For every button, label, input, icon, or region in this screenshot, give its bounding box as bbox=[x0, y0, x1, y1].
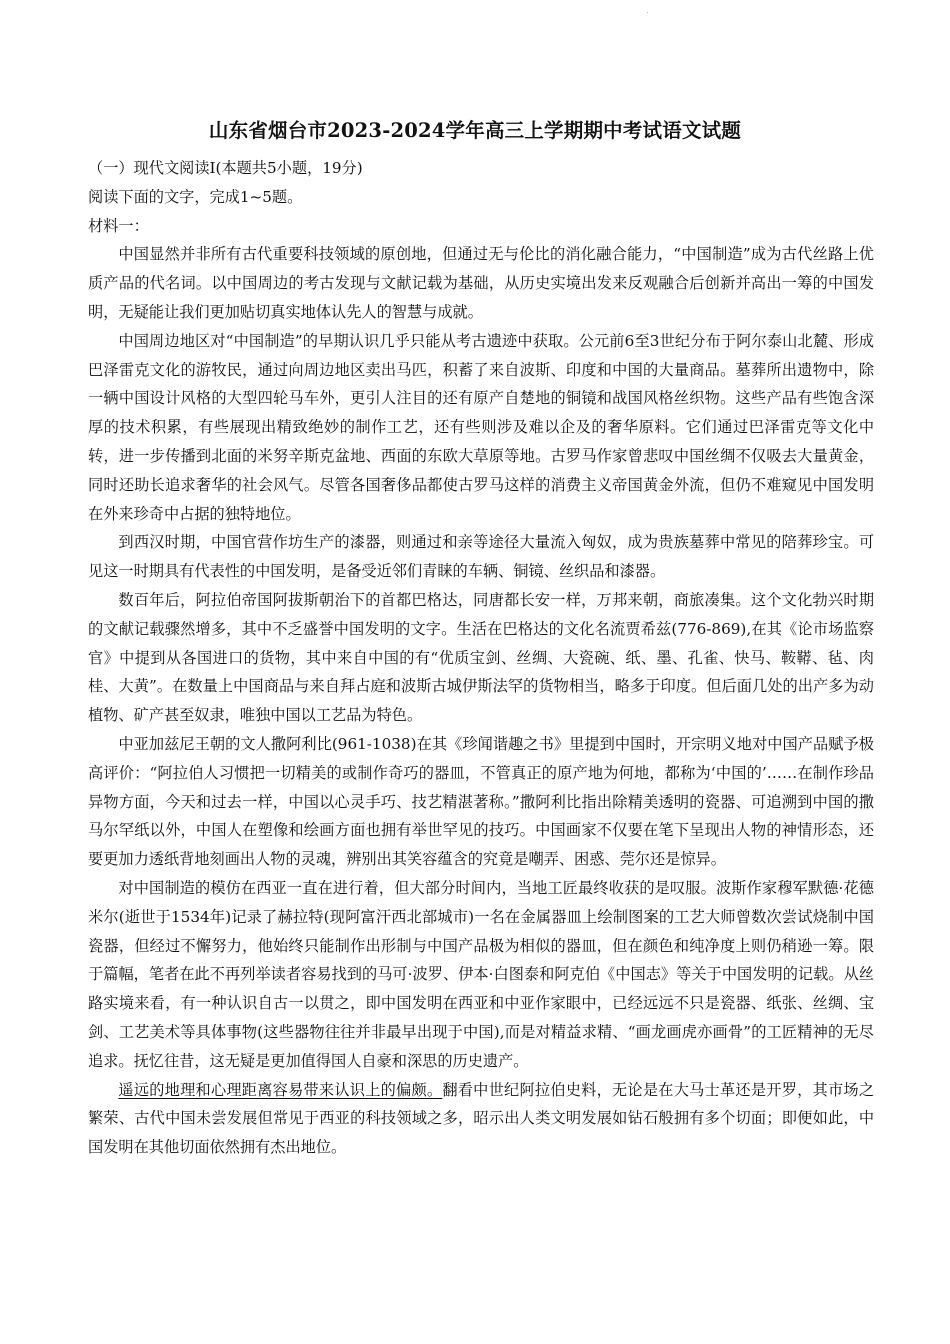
paragraph-2: 中国周边地区对“中国制造”的早期认识几乎只能从考古遗迹中获取。公元前6至3世纪分布于阿尔泰山北麓、形成巴泽雷克文化的游牧民，通过向周边地区卖出马匹，积蓄了来自波斯、印度和中国的大量商品。墓葬所出遗物中，除一辆中国设计风格的大型四轮马车外，更引人注目的还有原产自楚地的铜镜和战国风格丝织物。这些产品有些饱含深厚的技术积累，有些展现出精致绝妙的制作工艺，还有些则涉及难以企及的奢华原料。它们通过巴泽雷克等文化中转，进一步传播到北面的米努辛斯克盆地、西面的东欧大草原等地。古罗马作家曾悲叹中国丝绸不仅吸去大量黄金，同时还助长追求奢华的社会风气。尽管各国奢侈品都使古罗马这样的消费主义帝国黄金外流，但仍不难窥见中国发明在外来珍奇中占据的独特地位。 bbox=[88, 331, 874, 523]
section-heading: （一）现代文阅读Ⅰ(本题共5小题，19分) bbox=[88, 159, 363, 177]
paragraph-7-rest: 翻看中世纪阿拉伯史料，无论是在大马士革还是开罗，其市场之繁荣、古代中国未尝发展但常见于西亚的科技领域之多，昭示出人类文明发展如钻石般拥有多个切面；即便如此，中国发明在其他切面依然拥有杰出地位。 bbox=[88, 1080, 875, 1157]
paragraph-7 bbox=[88, 1076, 874, 1162]
material-label: 材料一： bbox=[88, 216, 149, 235]
paragraph-6: 对中国制造的模仿在西亚一直在进行着，但大部分时间内，当地工匠最终收获的是叹服。波斯作家穆军默德·花德米尔(逝世于1534年)记录了赫拉特(现阿富汗西北部城市)一名在金属器皿上绘制图案的工艺大师曾数次尝试烧制中国瓷器，但经过不懈努力，他始终只能制作出形制与中国产品极为相似的器皿，但在颜色和纯净度上则仍稍逊一筹。限于篇幅，笔者在此不再列举读者容易找到的马可·波罗、伊本·白图泰和阿克伯《中国志》等关于中国发明的记载。从丝路实境来看，有一种认识自古一以贯之，即中国发明在西亚和中亚作家眼中，已经远远不只是瓷器、纸张、丝绸、宝剑、工艺美术等具体事物(这些器物往往并非最早出现于中国),而是对精益求精、“画龙画虎亦画骨”的工匠精神的无尽追求。抚忆往昔，这无疑是更加值得国人自豪和深思的历史遗产。 bbox=[88, 878, 874, 1070]
underlined-sentence: 遥远的地理和心理距离容易带来认识上的偏颇。 bbox=[118, 1080, 443, 1099]
document-body bbox=[88, 154, 874, 1162]
paragraph-5: 中亚加兹尼王朝的文人撒阿利比(961-1038)在其《珍闻谐趣之书》里提到中国时，开宗明义地对中国产品赋予极高评价：“阿拉伯人习惯把一切精美的或制作奇巧的器皿，不管真正的原产地为何地，都称为‘中国的’……在制作珍品异物方面，今天和过去一样，中国以心灵手巧、技艺精湛著称。”撒阿利比指出除精美透明的瓷器、可追溯到中国的撒马尔罕纸以外，中国人在塑像和绘画方面也拥有举世罕见的技巧。中国画家不仅要在笔下呈现出人物的神情形态，还要更加力透纸背地刻画出人物的灵魂，辨别出其笑容蕴含的究竟是嘲弄、困惑、莞尔还是惊异。 bbox=[88, 734, 874, 869]
top-mark: . bbox=[646, 6, 649, 15]
paragraph-3: 到西汉时期，中国官营作坊生产的漆器，则通过和亲等途径大量流入匈奴，成为贵族墓葬中常见的陪葬珍宝。可见这一时期具有代表性的中国发明，是备受近邻们青睐的车辆、铜镜、丝织品和漆器。 bbox=[88, 533, 874, 581]
reading-instruction: 阅读下面的文字，完成1~5题。 bbox=[88, 187, 303, 206]
paragraph-1: 中国显然并非所有古代重要科技领域的原创地，但通过无与伦比的消化融合能力，“中国制造”成为古代丝路上优质产品的代名词。以中国周边的考古发现与文献记载为基础，从历史实境出发来反观融合后创新并高出一筹的中国发明，无疑能让我们更加贴切真实地体认先人的智慧与成就。 bbox=[88, 245, 874, 321]
exam-title: 山东省烟台市2023-2024学年高三上学期期中考试语文试题 bbox=[208, 119, 742, 142]
paragraph-4: 数百年后，阿拉伯帝国阿拔斯朝治下的首都巴格达，同唐都长安一样，万邦来朝，商旅凑集。这个文化勃兴时期的文献记载骤然增多，其中不乏盛誉中国发明的文字。生活在巴格达的文化名流贾希兹(776-869),在其《论市场监察官》中提到从各国进口的货物，其中来自中国的有“优质宝剑、丝绸、大瓷碗、纸、墨、孔雀、快马、鞍鞯、毡、肉桂、大黄”。在数量上中国商品与来自拜占庭和波斯古城伊斯法罕的货物相当，略多于印度。但后面几处的出产多为动植物、矿产甚至奴隶，唯独中国以工艺品为特色。 bbox=[88, 590, 874, 725]
